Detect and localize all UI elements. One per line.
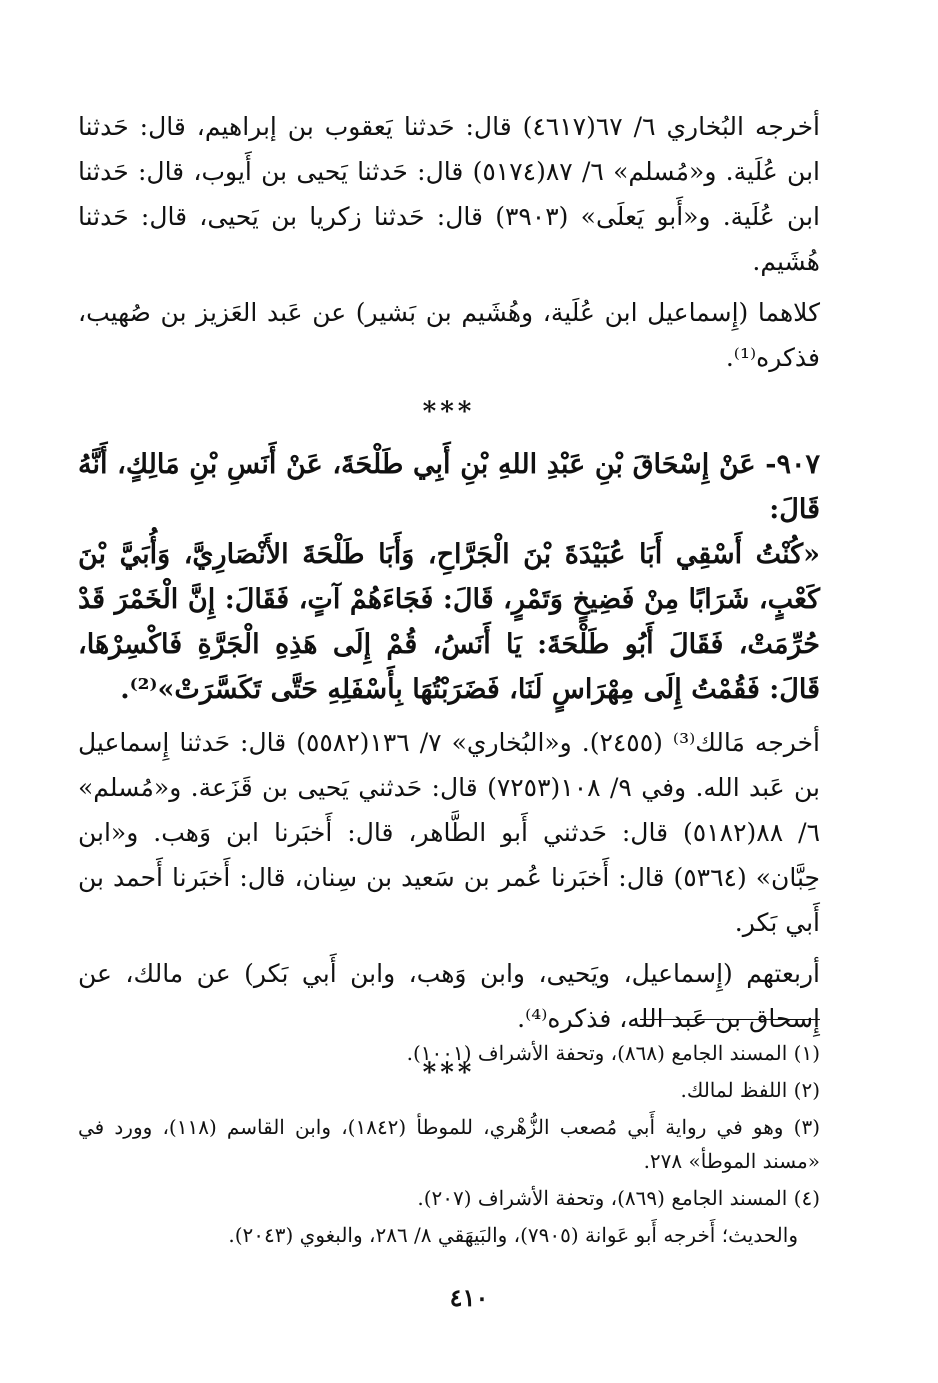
section-separator: *** <box>422 397 476 427</box>
footnote-3: (٣) وهو في رواية أَبي مُصعب الزُّهْري، للموطأ (١٨٤٢)، وابن القاسم (١١٨)، وورد في «مسند الموطأ» ٢٧٨. <box>78 1115 820 1173</box>
footnote-1: (١) المسند الجامع (٨٦٨)، وتحفة الأشراف (١٠٠١). <box>406 1041 820 1065</box>
hadith-matn: «كُنْتُ أَسْقِي أَبَا عُبَيْدَةَ بْنَ الْجَرَّاحِ، وَأَبَا طَلْحَةَ الأَنْصَارِيَّ، وَأُبَيَّ بْنَ كَعْبٍ، شَرَابًا مِنْ فَضِيخٍ وَتَمْرٍ، قَالَ: فَجَاءَهُمْ آتٍ، فَقَالَ: إِنَّ الْخَمْرَ قَدْ حُرِّمَتْ، فَقَالَ أَبُو طَلْحَةَ: يَا أَنَسُ، قُمْ إِلَى هَذِهِ الْجَرَّةِ فَاكْسِرْهَا، قَالَ: فَقُمْتُ إِلَى مِهْرَاسٍ لَنَا، فَضَرَبْتُهَا بِأَسْفَلِهِ حَتَّى تَكَسَّرَتْ»⁽²⁾. <box>78 539 820 705</box>
footnote-4-continuation: والحديث؛ أَخرجه أَبو عَوانة (٧٩٠٥)، والبَيهَقي ٨/ ٢٨٦، والبغوي (٢٠٤٣). <box>228 1223 798 1247</box>
page-number: ٤١٠ <box>449 1283 489 1312</box>
footnotes <box>78 1036 820 1252</box>
takhrij-paragraph-1: أخرجه البُخاري ٦/ ٦٧(٤٦١٧) قال: حَدثنا يَعقوب بن إبراهيم، قال: حَدثنا ابن عُلَية. و«مُسلم» ٦/ ٨٧(٥١٧٤) قال: حَدثنا يَحيى بن أَيوب، قال: حَدثنا ابن عُلَية. و«أَبو يَعلَى» (٣٩٠٣) قال: حَدثنا زكريا بن يَحيى، قال: حَدثنا هُشَيم. <box>78 112 821 276</box>
section-separator: *** <box>422 1058 476 1088</box>
takhrij-paragraph-4: أربعتهم (إِسماعيل، ويَحيى، وابن وَهب، وابن أَبي بَكر) عن مالك، عن إِسحاق بن عَبد الله، فذكره⁽⁴⁾. <box>78 959 820 1033</box>
footnote-4: (٤) المسند الجامع (٨٦٩)، وتحفة الأشراف (٢٠٧). <box>417 1186 820 1210</box>
main-text <box>78 104 820 1103</box>
footnote-2: (٢) اللفظ لمالك. <box>680 1078 820 1102</box>
hadith-isnad: ٩٠٧- عَنْ إِسْحَاقَ بْنِ عَبْدِ اللهِ بْنِ أَبِي طَلْحَةَ، عَنْ أَنَسِ بْنِ مَالِكٍ، أَنَّهُ قَالَ: <box>78 449 820 525</box>
takhrij-paragraph-2: كلاهما (إِسماعيل ابن عُلَية، وهُشَيم بن بَشير) عن عَبد العَزيز بن صُهيب، فذكره⁽¹⁾. <box>78 298 820 372</box>
footnote-divider <box>640 1019 820 1020</box>
takhrij-paragraph-3: أخرجه مَالك⁽³⁾ (٢٤٥٥). و«البُخاري» ٧/ ١٣٦(٥٥٨٢) قال: حَدثنا إِسماعيل بن عَبد الله. وفي ٩/ ١٠٨(٧٢٥٣) قال: حَدثني يَحيى بن قَزَعة. و«مُسلم» ٦/ ٨٨(٥١٨٢) قال: حَدثني أَبو الطَّاهر، قال: أَخبَرنا ابن وَهب. و«ابن حِبَّان» (٥٣٦٤) قال: أَخبَرنا عُمر بن سَعيد بن سِنان، قال: أَخبَرنا أَحمد بن أَبي بَكر. <box>78 728 820 937</box>
